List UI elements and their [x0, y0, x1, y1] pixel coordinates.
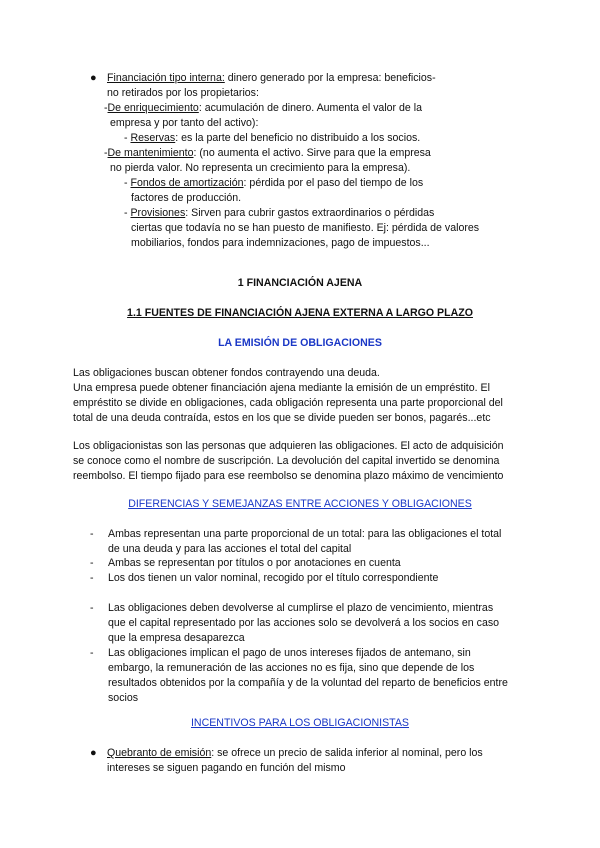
enriq-term: De enriquecimiento: [107, 102, 199, 114]
heading-incentivos: INCENTIVOS PARA LOS OBLIGACIONISTAS: [190, 717, 409, 729]
para1-line: total de una deuda contraída, estos en los que se divide pueden ser bonos, pagarés...etc: [73, 412, 491, 424]
dash: -: [90, 528, 94, 540]
paragraph-obligaciones: [73, 366, 543, 426]
enriq-desc-2: empresa y por tanto del activo):: [110, 117, 259, 129]
heading-diferencias-semejanzas: DIFERENCIAS Y SEMEJANZAS ENTRE ACCIONES Y OBLIGACIONES: [128, 498, 472, 510]
prov-desc-2: ciertas que todavía no se han puesto de manifiesto. Ej: pérdida de valores: [131, 222, 480, 234]
reservas-line: [124, 131, 420, 146]
dash: -: [124, 132, 128, 144]
dash: -: [104, 147, 108, 159]
fondos-desc-1: : pérdida por el paso del tiempo de los: [243, 177, 424, 189]
reservas-term: Reservas: [130, 132, 176, 144]
para1-line: Las obligaciones buscan obtener fondos contrayendo una deuda.: [73, 367, 380, 379]
prov-line-1: [124, 206, 434, 221]
item-line: de una deuda y para las acciones el total del capital: [108, 543, 352, 555]
quebranto-desc-1: : se ofrece un precio de salida inferior al nominal, pero los: [211, 747, 483, 759]
interna-desc-1: dinero generado por la empresa: beneficios-: [224, 72, 436, 84]
reservas-desc: : es la parte del beneficio no distribuido a los socios.: [175, 132, 421, 144]
bullet-dot: ●: [90, 747, 97, 759]
fondos-line-1: [124, 176, 423, 191]
bullet-dot: ●: [90, 72, 97, 84]
item-line: Ambas representan una parte proporcional de un total: para las obligaciones el total: [108, 528, 502, 540]
item-line: Los dos tienen un valor nominal, recogido por el título correspondiente: [108, 572, 439, 584]
prov-desc-3: mobiliarios, fondos para indemnizaciones, pago de impuestos...: [131, 237, 430, 249]
interna-term: Financiación tipo interna:: [107, 72, 225, 84]
fondos-term: Fondos de amortización: [130, 177, 244, 189]
item-line: resultados obtenidos por la compañía y de la voluntad del reparto de beneficios entre: [108, 677, 508, 689]
prov-desc-1: : Sirven para cubrir gastos extraordinarios o pérdidas: [185, 207, 435, 219]
quebranto-term: Quebranto de emisión: [107, 747, 212, 759]
interna-desc-2: no retirados por los propietarios:: [107, 87, 259, 99]
heading-emision-obligaciones: LA EMISIÓN DE OBLIGACIONES: [218, 337, 382, 349]
item-line: Las obligaciones implican el pago de unos intereses fijados de antemano, sin: [108, 647, 471, 659]
item-line: embargo, la remuneración de las acciones no es fija, sino que depende de los: [108, 662, 475, 674]
dash: -: [104, 102, 108, 114]
dash: -: [90, 602, 94, 614]
dash: -: [90, 647, 94, 659]
para2-line: reembolso. El tiempo fijado para ese reembolso se denomina plazo máximo de vencimiento: [73, 470, 504, 482]
enriq-line-1: [104, 101, 422, 116]
para1-line: empréstito se divide en obligaciones, cada obligación representa una parte proporcional del: [73, 397, 503, 409]
mant-desc-2: no pierda valor. No representa un crecimiento para la empresa).: [110, 162, 411, 174]
dash: -: [90, 572, 94, 584]
item-line: socios: [108, 692, 139, 704]
fondos-desc-2: factores de producción.: [131, 192, 242, 204]
heading-fuentes-largo-plazo: 1.1 FUENTES DE FINANCIACIÓN AJENA EXTERNA A LARGO PLAZO: [127, 307, 473, 319]
para2-line: se conoce como el nombre de suscripción. La devolución del capital invertido se denomina: [73, 455, 500, 467]
item-line: que el capital representado por las acciones solo se devolverá a los socios en caso: [108, 617, 500, 629]
para2-line: Los obligacionistas son las personas que adquieren las obligaciones. El acto de adquisición: [73, 440, 504, 452]
paragraph-obligacionistas: [73, 439, 543, 484]
item-line: que la empresa desaparezca: [108, 632, 245, 644]
dash: -: [124, 177, 128, 189]
dash: -: [90, 557, 94, 569]
prov-term: Provisiones: [130, 207, 186, 219]
heading-financiacion-ajena: 1 FINANCIACIÓN AJENA: [237, 277, 363, 289]
item-line: Las obligaciones deben devolverse al cumplirse el plazo de vencimiento, mientras: [108, 602, 494, 614]
mant-desc-1: : (no aumenta el activo. Sirve para que la empresa: [193, 147, 431, 159]
enriq-desc-1: : acumulación de dinero. Aumenta el valor de la: [198, 102, 423, 114]
mant-term: De mantenimiento: [107, 147, 194, 159]
interna-line-1: [107, 71, 436, 86]
item-line: Ambas se representan por títulos o por anotaciones en cuenta: [108, 557, 401, 569]
dash: -: [124, 207, 128, 219]
quebranto-line-1: [107, 746, 483, 761]
para1-line: Una empresa puede obtener financiación ajena mediante la emisión de un empréstito. El: [73, 382, 490, 394]
quebranto-desc-2: intereses se siguen pagando en función del mismo: [107, 762, 346, 774]
mant-line-1: [104, 146, 431, 161]
